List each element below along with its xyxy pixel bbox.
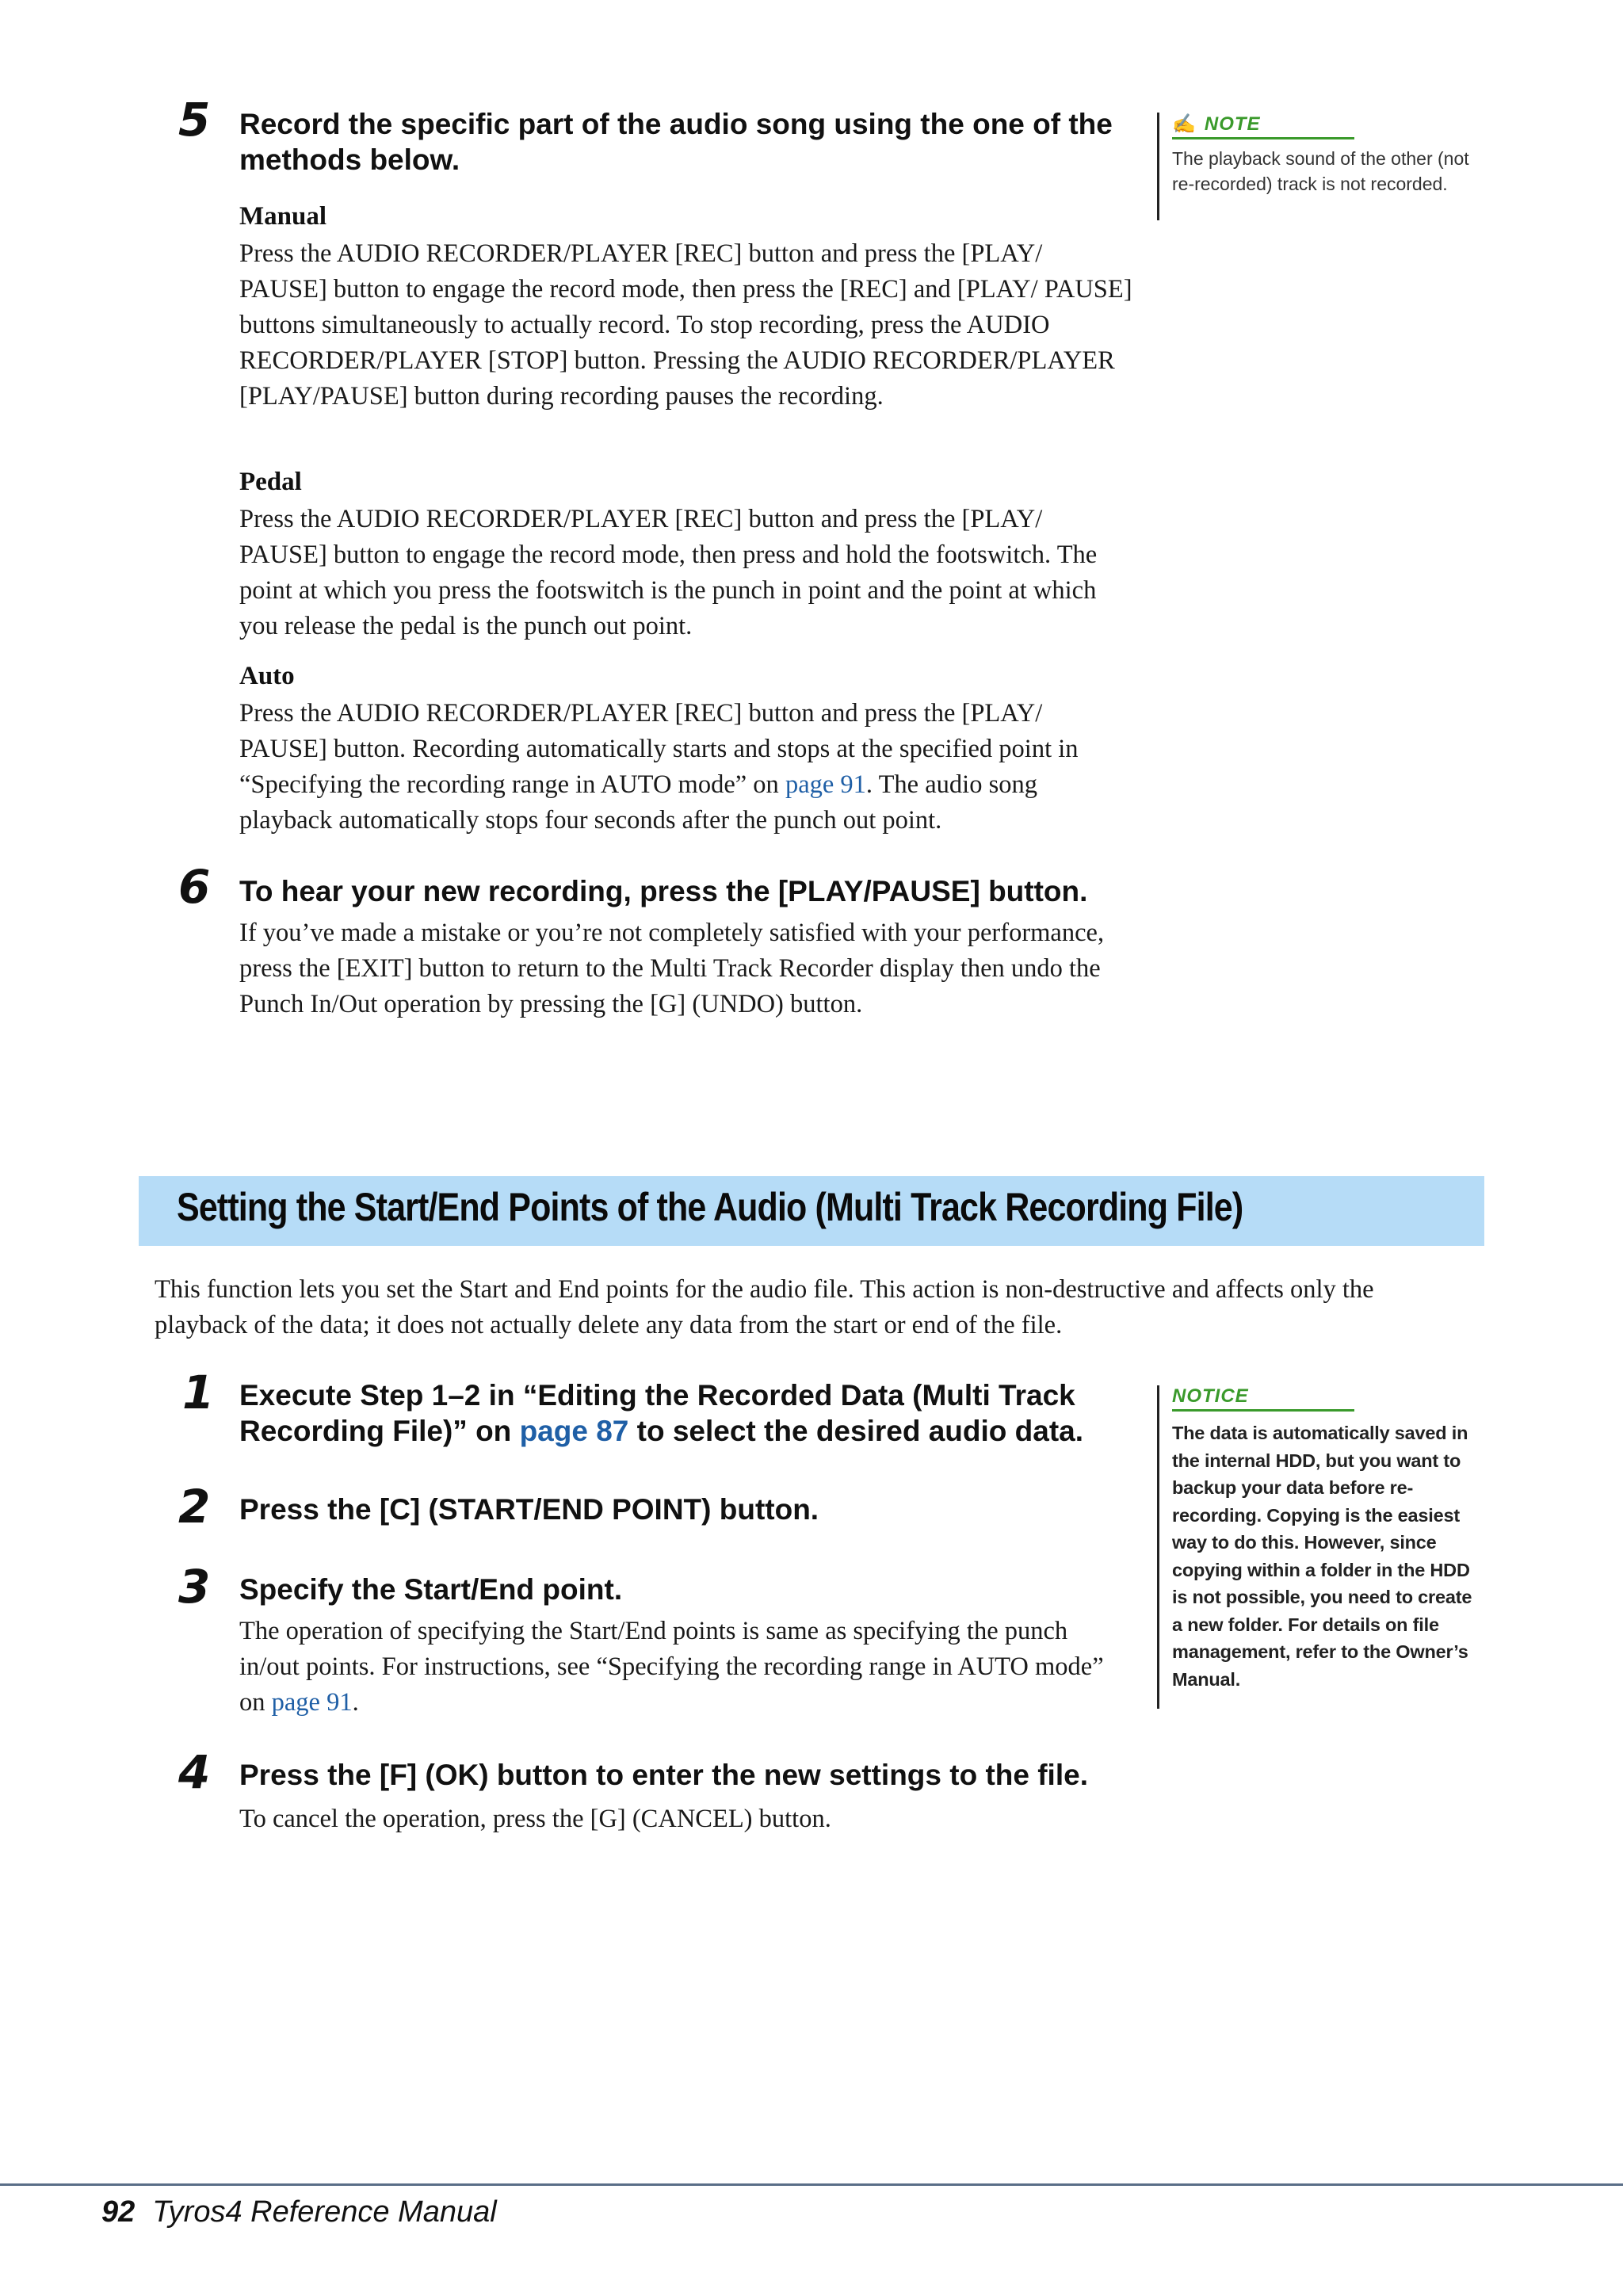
auto-text-part-1: Press the AUDIO RECORDER/PLAYER [REC] button and press the [PLAY/ PAUSE] button. Recording automatically starts and stops at the specified point in “Specifying the recording range in AUTO mode” on	[239, 699, 1079, 799]
step-3-heading: Specify the Start/End point.	[239, 1573, 623, 1606]
note-label: ✍ NOTE	[1172, 113, 1354, 139]
step-4-number: 4	[178, 1745, 211, 1799]
step-2-heading: Press the [C] (START/END POINT) button.	[239, 1493, 819, 1526]
pedal-label: Pedal	[239, 468, 302, 496]
section-header-bar	[139, 1176, 1484, 1246]
step-5-heading: Record the specific part of the audio song using the one of the methods below.	[239, 108, 1113, 176]
pedal-text: Press the AUDIO RECORDER/PLAYER [REC] button and press the [PLAY/ PAUSE] button to engage the record mode, then press and hold the footswitch. The point at which you press the footswitch is the punch in point and the point at which you release the pedal is the punch out point.	[239, 505, 1098, 640]
step-5-number: 5	[178, 93, 211, 147]
page-91-link[interactable]: page 91	[785, 770, 866, 799]
manual-text: Press the AUDIO RECORDER/PLAYER [REC] button and press the [PLAY/ PAUSE] button to engage the record mode, then press the [REC] and [PLAY/ PAUSE] buttons simultaneously to actually record. To stop recording, press the AUDIO RECORDER/PLAYER [STOP] button. Pressing the AUDIO RECORDER/PLAYER [PLAY/PAUSE] button during recording pauses the recording.	[239, 239, 1132, 411]
notice-text: The data is automatically saved in the internal HDD, but you want to backup your data before re-recording. Copying is the easiest way to do this. However, since copying within a folder in the HDD is not possible, you need to create a new folder. For details on file management, refer to the Owner’s Manual.	[1172, 1423, 1472, 1690]
manual-title: Tyros4 Reference Manual	[152, 2195, 497, 2229]
pencil-icon: ✍	[1172, 113, 1197, 135]
step-1-number: 1	[182, 1366, 215, 1419]
notice-sidebar	[1157, 1385, 1497, 1709]
page-91-link-2[interactable]: page 91	[271, 1688, 353, 1717]
step-3-number: 3	[178, 1560, 211, 1614]
step-6-heading: To hear your new recording, press the [PLAY/PAUSE] button.	[239, 875, 1088, 907]
manual-label: Manual	[239, 202, 327, 231]
page-87-link[interactable]: page 87	[519, 1415, 629, 1447]
auto-label: Auto	[239, 662, 295, 690]
footer	[101, 2195, 497, 2229]
note-sidebar	[1157, 113, 1497, 220]
step-1-heading: Execute Step 1–2 in “Editing the Recorded Data (Multi Track Recording File)” on page 87 to select the desired audio data.	[239, 1379, 1084, 1447]
page-number: 92	[101, 2195, 136, 2229]
step-4-heading: Press the [F] (OK) button to enter the new settings to the file.	[239, 1759, 1088, 1791]
auto-text	[239, 696, 1135, 839]
footer-rule	[0, 2183, 1623, 2186]
section-title: Setting the Start/End Points of the Audio (Multi Track Recording File)	[177, 1185, 1243, 1229]
auto-text-part-2: . The audio song playback automatically stops four seconds after the punch out point.	[239, 770, 1037, 835]
step-6-number: 6	[178, 860, 211, 914]
step-2-number: 2	[178, 1480, 211, 1534]
notice-label: NOTICE	[1172, 1385, 1354, 1412]
section-intro: This function lets you set the Start and End points for the audio file. This action is non-destructive and affects only the playback of the data; it does not actually delete any data from the start or end of the file.	[155, 1275, 1374, 1339]
step-3-text: The operation of specifying the Start/End points is same as specifying the punch in/out points. For instructions, see “Specifying the recording range in AUTO mode” on page 91.	[239, 1617, 1104, 1717]
step-4-text: To cancel the operation, press the [G] (CANCEL) button.	[239, 1805, 831, 1833]
step-6-text: If you’ve made a mistake or you’re not completely satisfied with your performance, press the [EXIT] button to return to the Multi Track Recorder display then undo the Punch In/Out operation by pressing the [G] (UNDO) button.	[239, 919, 1105, 1018]
note-text: The playback sound of the other (not re-recorded) track is not recorded.	[1172, 148, 1469, 194]
